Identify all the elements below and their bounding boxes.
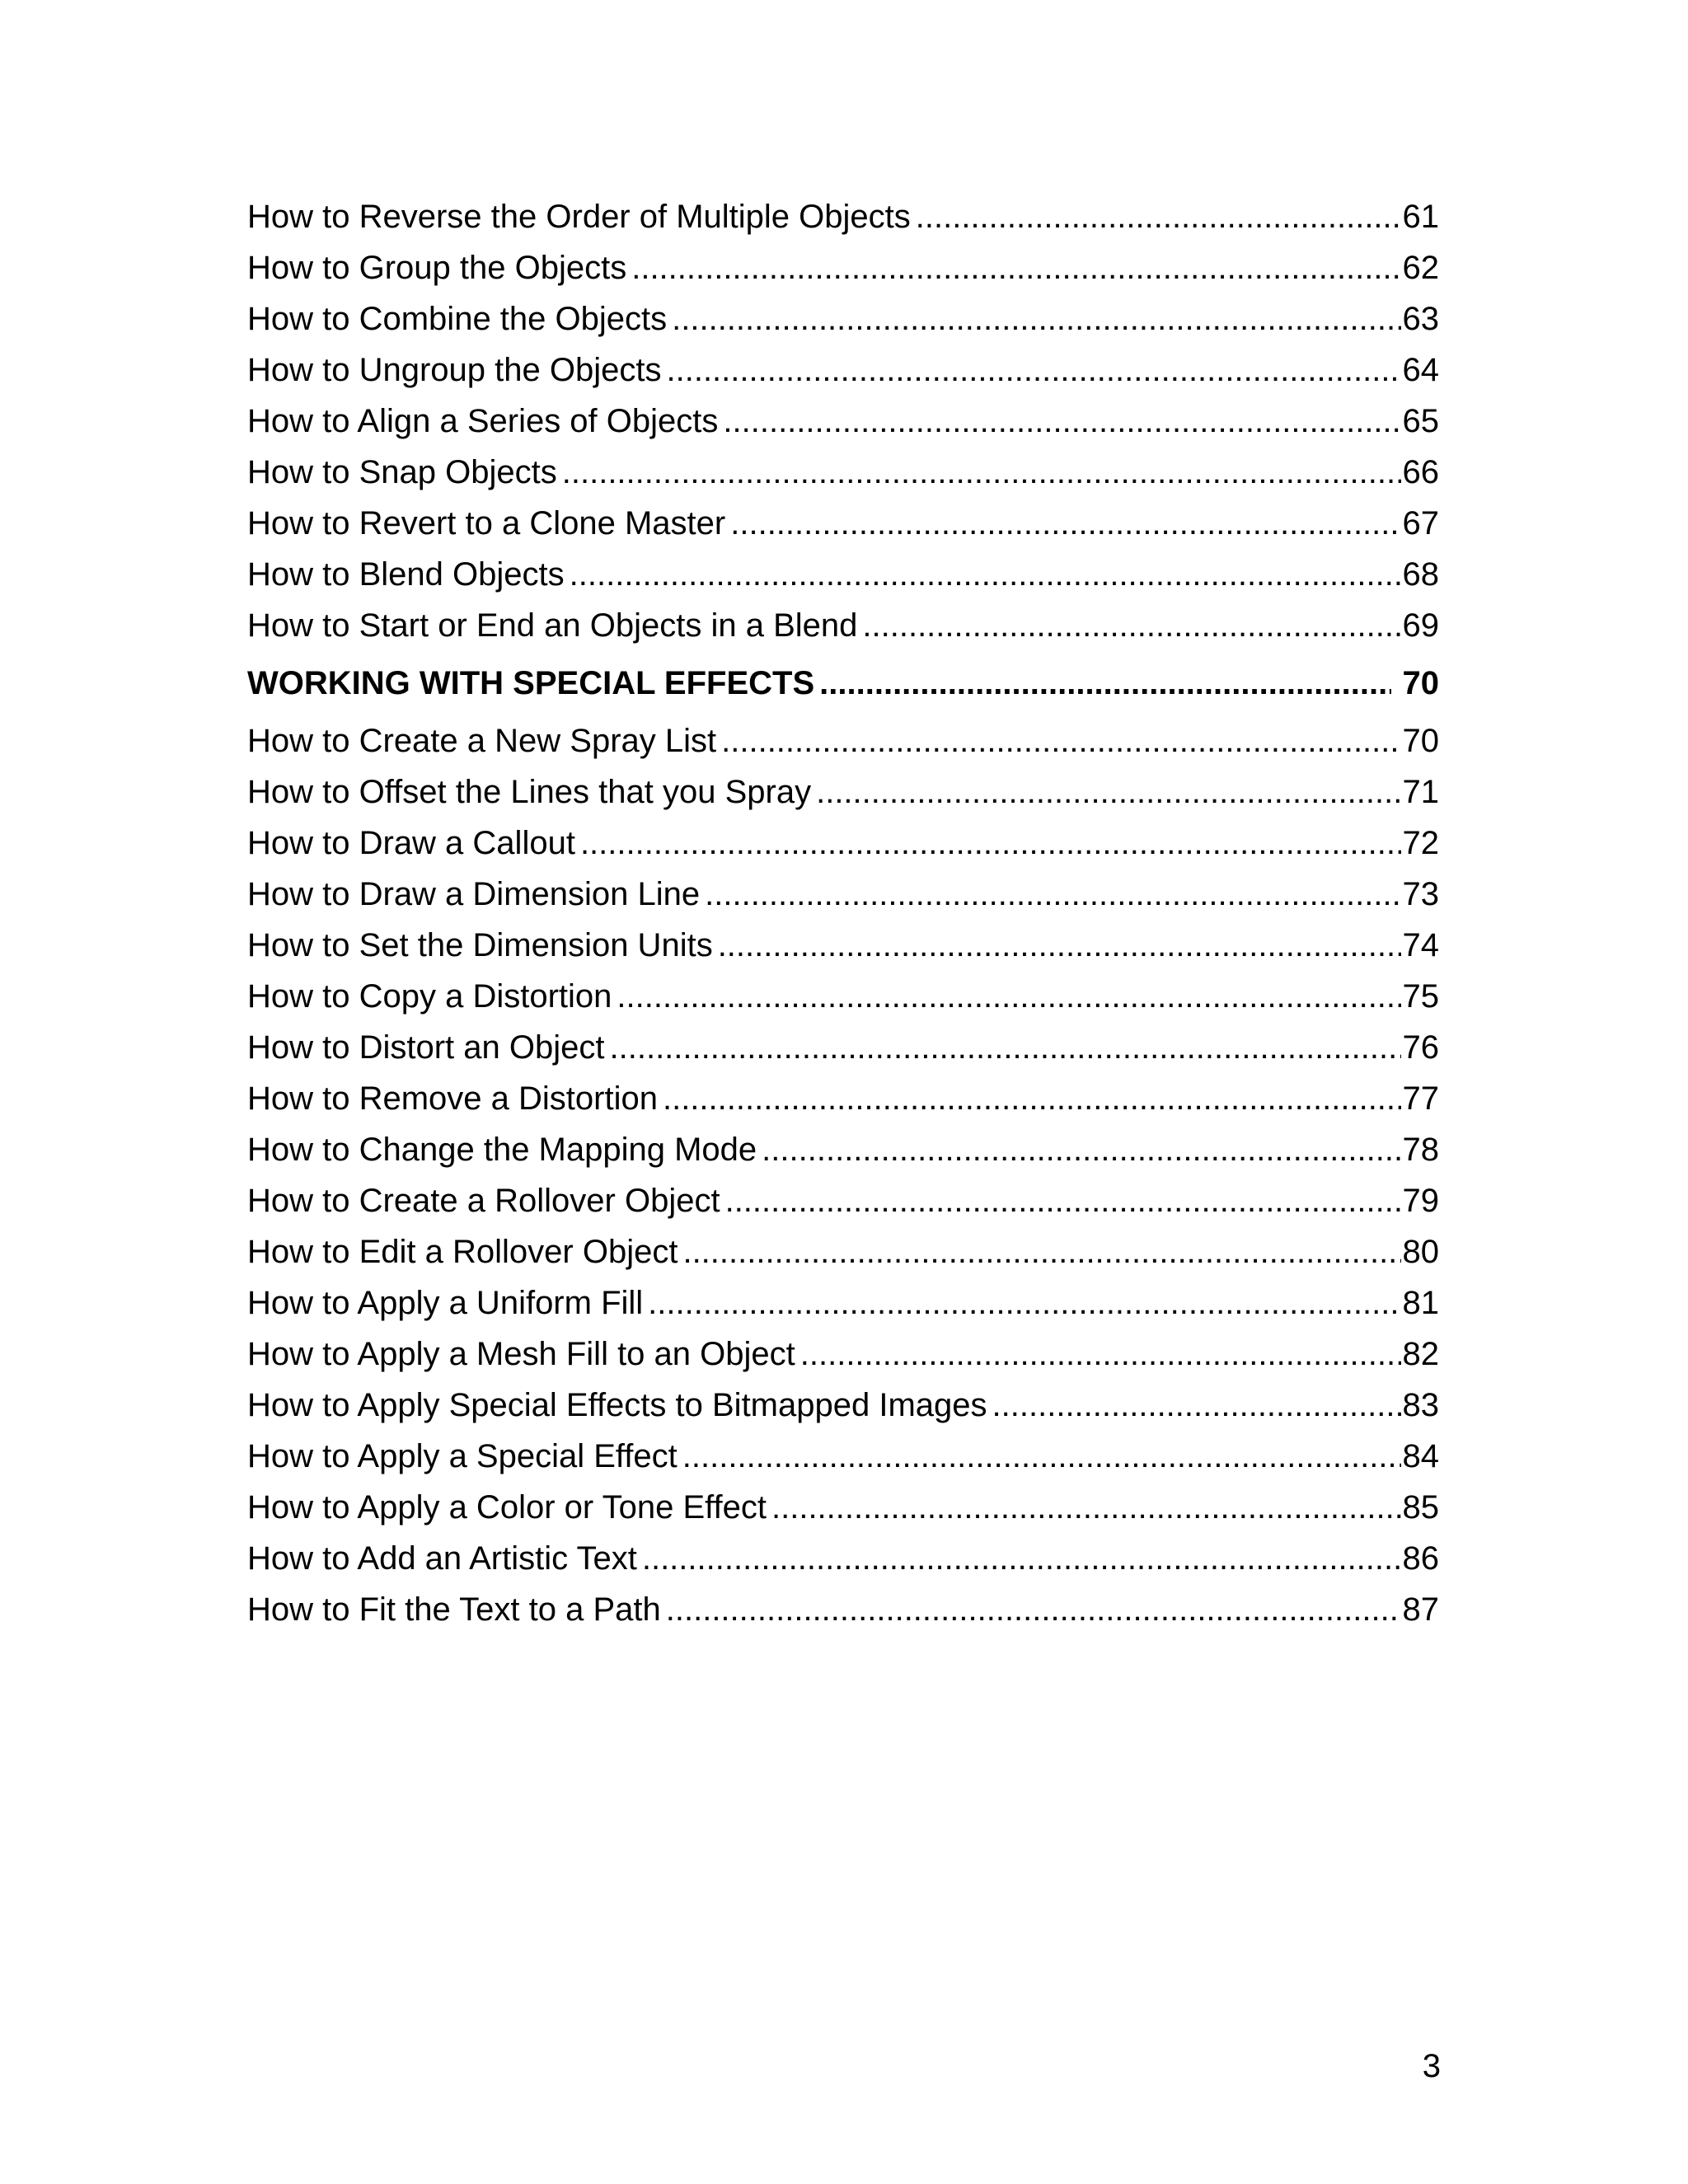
toc-entry-title: How to Change the Mapping Mode [247, 1132, 757, 1168]
toc-leader-dots [666, 344, 1400, 396]
toc-entry-title: How to Align a Series of Objects [247, 403, 719, 439]
toc-entry-page: 81 [1402, 1285, 1439, 1321]
toc-entry [247, 766, 1439, 818]
toc-leader-dots [682, 1226, 1400, 1277]
toc-entry [247, 818, 1439, 869]
toc-leader-dots [642, 1533, 1401, 1584]
toc-entry-page: 83 [1402, 1387, 1439, 1423]
toc-entry [247, 396, 1439, 447]
toc-entry-page: 75 [1402, 978, 1439, 1015]
toc-entry [247, 1380, 1439, 1431]
toc-entry [247, 1277, 1439, 1329]
toc-entry-title: How to Reverse the Order of Multiple Objects [247, 199, 911, 235]
toc-entry-title: How to Fit the Text to a Path [247, 1591, 661, 1628]
toc-leader-dots [631, 242, 1400, 293]
toc-entry-title: How to Combine the Objects [247, 301, 668, 337]
toc-entry-page: 69 [1402, 607, 1439, 644]
toc-entry-page: 68 [1402, 556, 1439, 593]
toc-entry-title: How to Create a New Spray List [247, 723, 717, 759]
toc-leader-dots [666, 1584, 1401, 1635]
toc-leader-dots [663, 1073, 1401, 1124]
toc-entry [247, 715, 1439, 766]
toc-entry [247, 1226, 1439, 1277]
toc-entry-title: How to Apply a Mesh Fill to an Object [247, 1336, 795, 1372]
toc-entry-title: How to Copy a Distortion [247, 978, 612, 1015]
toc-entry-title: How to Offset the Lines that you Spray [247, 774, 812, 810]
toc-entry-page: 76 [1402, 1029, 1439, 1066]
toc-entry-title: How to Remove a Distortion [247, 1080, 658, 1117]
toc-entry-page: 72 [1402, 825, 1439, 861]
toc-entry-page: 86 [1402, 1540, 1439, 1577]
toc-entry-page: 74 [1402, 927, 1439, 963]
toc-section-heading [247, 658, 1439, 709]
toc-entry-title: How to Edit a Rollover Object [247, 1234, 678, 1270]
toc-entry-page: 77 [1402, 1080, 1439, 1117]
table-of-contents [247, 191, 1439, 1635]
toc-entry-page: 63 [1402, 301, 1439, 337]
toc-entry [247, 1584, 1439, 1635]
toc-entry-page: 73 [1402, 876, 1439, 912]
toc-entry [247, 920, 1439, 971]
toc-entry-page: 82 [1402, 1336, 1439, 1372]
toc-entry-page: 65 [1402, 403, 1439, 439]
toc-leader-dots [992, 1380, 1401, 1431]
toc-section-heading-page: 70 [1402, 665, 1439, 701]
toc-leader-dots [705, 869, 1400, 920]
toc-entry [247, 1431, 1439, 1482]
toc-entry [247, 293, 1439, 344]
toc-entry-page: 62 [1402, 250, 1439, 286]
toc-entry-page: 84 [1402, 1438, 1439, 1474]
toc-entry-page: 80 [1402, 1234, 1439, 1270]
toc-entry-title: How to Ungroup the Objects [247, 352, 662, 388]
toc-leader-dots [816, 766, 1400, 818]
toc-entry-title: How to Distort an Object [247, 1029, 605, 1066]
toc-entry-title: How to Blend Objects [247, 556, 565, 593]
toc-entry-title: How to Draw a Dimension Line [247, 876, 701, 912]
toc-entry-title: How to Create a Rollover Object [247, 1183, 720, 1219]
toc-entry-title: How to Apply Special Effects to Bitmapped Images [247, 1387, 987, 1423]
toc-leader-dots [762, 1124, 1400, 1175]
toc-entry-page: 71 [1402, 774, 1439, 810]
toc-leader-dots [730, 498, 1400, 549]
toc-entry-page: 85 [1402, 1489, 1439, 1526]
toc-entry-title: How to Group the Objects [247, 250, 627, 286]
toc-leader-dots [672, 293, 1400, 344]
toc-entry-title: How to Set the Dimension Units [247, 927, 713, 963]
toc-entry-page: 70 [1402, 723, 1439, 759]
toc-entry [247, 498, 1439, 549]
footer-page-number: 3 [1422, 2048, 1441, 2084]
toc-leader-dots [570, 549, 1401, 600]
toc-entry [247, 1073, 1439, 1124]
toc-entry [247, 549, 1439, 600]
toc-entry [247, 1482, 1439, 1533]
toc-leader-dots [725, 1175, 1401, 1226]
toc-entry-title: How to Start or End an Objects in a Blend [247, 607, 858, 644]
toc-entry-title: How to Revert to a Clone Master [247, 505, 726, 541]
toc-entry-page: 79 [1402, 1183, 1439, 1219]
toc-section-heading-title: WORKING WITH SPECIAL EFFECTS [247, 665, 815, 701]
toc-leader-dots [682, 1431, 1401, 1482]
toc-entry [247, 1329, 1439, 1380]
toc-leader-dots [562, 447, 1401, 498]
toc-entry-page: 67 [1402, 505, 1439, 541]
toc-leader-dots [916, 191, 1401, 242]
toc-leader-dots [721, 715, 1400, 766]
toc-entry-page: 61 [1402, 199, 1439, 235]
toc-entry [247, 1022, 1439, 1073]
toc-entry [247, 600, 1439, 651]
toc-entry [247, 869, 1439, 920]
toc-leader-dots [800, 1329, 1401, 1380]
toc-leader-dots [723, 396, 1400, 447]
toc-entry [247, 191, 1439, 242]
toc-entry [247, 1124, 1439, 1175]
toc-entry [247, 242, 1439, 293]
toc-leader-dots [819, 658, 1390, 709]
toc-entry-title: How to Apply a Color or Tone Effect [247, 1489, 767, 1526]
toc-entry-title: How to Apply a Special Effect [247, 1438, 678, 1474]
toc-entry [247, 1175, 1439, 1226]
toc-entry [247, 1533, 1439, 1584]
toc-entry-page: 87 [1402, 1591, 1439, 1628]
toc-entry-title: How to Apply a Uniform Fill [247, 1285, 644, 1321]
toc-entry-page: 64 [1402, 352, 1439, 388]
toc-entry-page: 66 [1402, 454, 1439, 490]
toc-entry [247, 447, 1439, 498]
toc-leader-dots [862, 600, 1400, 651]
toc-entry [247, 344, 1439, 396]
toc-entry [247, 971, 1439, 1022]
toc-leader-dots [718, 920, 1401, 971]
toc-entry-title: How to Draw a Callout [247, 825, 575, 861]
toc-entry-title: How to Add an Artistic Text [247, 1540, 637, 1577]
toc-leader-dots [771, 1482, 1401, 1533]
toc-leader-dots [617, 971, 1400, 1022]
toc-leader-dots [580, 818, 1401, 869]
toc-leader-dots [610, 1022, 1401, 1073]
toc-entry-page: 78 [1402, 1132, 1439, 1168]
toc-entry-title: How to Snap Objects [247, 454, 557, 490]
toc-leader-dots [648, 1277, 1400, 1329]
